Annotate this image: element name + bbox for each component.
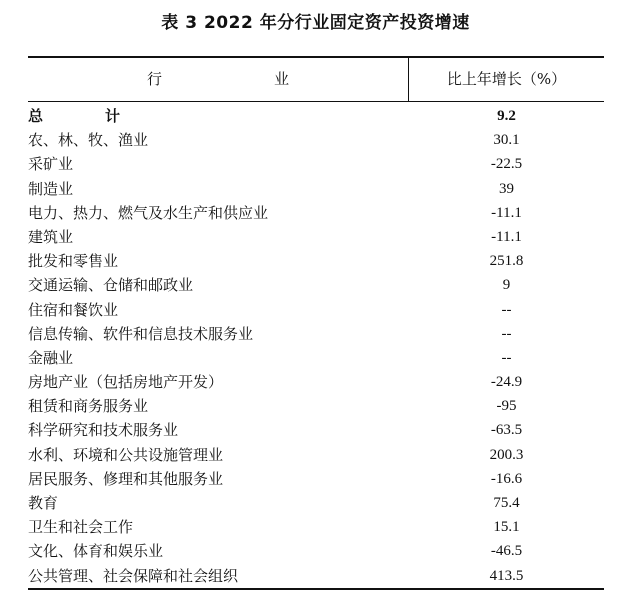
row-label: 信息传输、软件和信息技术服务业 <box>28 324 254 343</box>
row-label: 农、林、牧、渔业 <box>28 131 149 150</box>
row-value: -11.1 <box>491 204 522 221</box>
row-label: 教育 <box>28 494 59 512</box>
row-label: 住宿和餐饮业 <box>28 300 119 319</box>
table-row <box>28 346 604 370</box>
row-value: 251.8 <box>489 253 524 270</box>
table-row <box>28 298 604 322</box>
row-label: 建筑业 <box>28 227 74 246</box>
row-value: -16.6 <box>490 470 523 487</box>
row-label: 卫生和社会工作 <box>28 518 134 537</box>
row-label: 总 计 <box>28 107 121 125</box>
table-row <box>28 249 604 273</box>
row-label: 科学研究和技术服务业 <box>28 421 179 440</box>
table-row <box>28 322 604 346</box>
row-label: 居民服务、修理和其他服务业 <box>28 469 224 488</box>
table-row <box>28 515 604 539</box>
row-value: 9.2 <box>497 108 516 124</box>
table-row <box>28 177 604 201</box>
table-row <box>28 152 604 176</box>
table-row <box>28 418 604 442</box>
row-label: 公共管理、社会保障和社会组织 <box>28 566 239 585</box>
row-value: 413.5 <box>489 567 524 584</box>
table-row <box>28 443 604 467</box>
row-value: -- <box>501 301 512 318</box>
table-row <box>28 394 604 418</box>
row-value: 75.4 <box>493 495 520 511</box>
row-label: 制造业 <box>28 179 74 198</box>
table-row <box>28 467 604 491</box>
row-value: -95 <box>496 398 517 415</box>
header-industry-char-2: 业 <box>274 70 290 88</box>
row-value: -11.1 <box>491 228 522 245</box>
table-row-total <box>28 104 604 128</box>
row-label: 房地产业（包括房地产开发） <box>28 373 224 392</box>
table-row <box>28 539 604 563</box>
header-industry-char-1: 行 <box>146 70 162 88</box>
header-industry <box>28 58 408 101</box>
row-value: -46.5 <box>490 543 523 560</box>
table-row <box>28 128 604 152</box>
row-value: 30.1 <box>493 132 520 149</box>
header-growth: 比上年增长（%） <box>446 70 567 88</box>
row-value: 9 <box>502 277 511 294</box>
row-label: 文化、体育和娱乐业 <box>28 542 164 561</box>
header-bottom-rule <box>28 101 604 102</box>
row-value: -24.9 <box>490 374 523 391</box>
row-value: -63.5 <box>490 422 523 439</box>
table-row <box>28 201 604 225</box>
row-label: 租赁和商务服务业 <box>28 397 149 416</box>
table-row <box>28 564 604 588</box>
row-label: 金融业 <box>28 348 74 367</box>
row-label: 批发和零售业 <box>28 252 119 271</box>
row-value: 15.1 <box>493 519 520 536</box>
row-value: -- <box>501 349 512 366</box>
table-row <box>28 225 604 249</box>
table-row <box>28 273 604 297</box>
table-bottom-rule <box>28 588 604 590</box>
row-value: 200.3 <box>489 446 524 463</box>
row-label: 采矿业 <box>28 155 74 174</box>
row-value: -- <box>501 325 512 342</box>
table-title: 表 3 2022 年分行业固定资产投资增速 <box>161 13 470 33</box>
table-body <box>28 104 604 588</box>
table-row <box>28 491 604 515</box>
table-row <box>28 370 604 394</box>
row-label: 水利、环境和公共设施管理业 <box>28 445 224 464</box>
row-value: 39 <box>499 180 514 197</box>
row-label: 交通运输、仓储和邮政业 <box>28 276 194 295</box>
row-value: -22.5 <box>490 156 523 173</box>
row-label: 电力、热力、燃气及水生产和供应业 <box>28 203 269 222</box>
